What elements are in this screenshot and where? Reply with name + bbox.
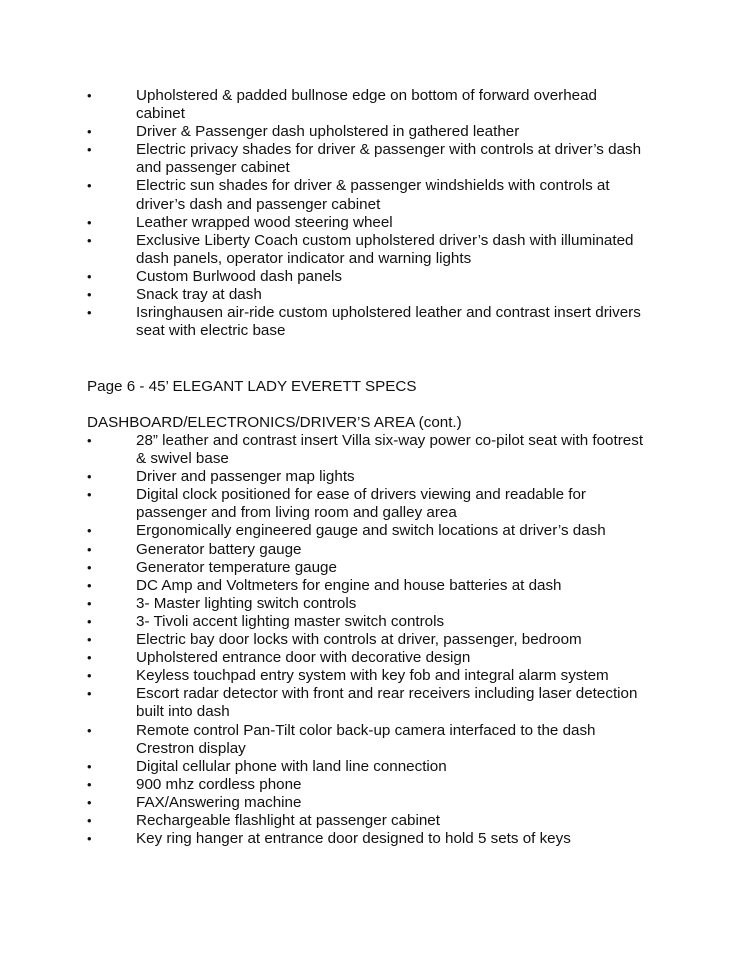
list-item <box>87 214 647 232</box>
list-item-text: Exclusive Liberty Coach custom upholstered driver’s dash with illuminated dash panels, operator indicator and warning lights <box>136 231 634 267</box>
bullet-icon: • <box>87 794 92 810</box>
list-item <box>87 649 647 667</box>
list-item-text: Leather wrapped wood steering wheel <box>136 213 393 231</box>
list-item-text: Upholstered & padded bullnose edge on bottom of forward overhead cabinet <box>136 87 598 123</box>
bullet-icon: • <box>87 812 92 828</box>
list-item <box>87 522 647 540</box>
list-item-text: Upholstered entrance door with decorative design <box>136 649 471 667</box>
list-item <box>87 685 647 721</box>
list-item-text: Generator battery gauge <box>136 540 302 558</box>
list-item <box>87 667 647 685</box>
list-item <box>87 432 647 468</box>
bullet-icon: • <box>87 758 92 774</box>
list-item-text: Digital cellular phone with land line connection <box>136 757 447 775</box>
list-item <box>87 613 647 631</box>
list-item-text: 3- Master lighting switch controls <box>136 594 357 612</box>
list-item-text: Electric sun shades for driver & passenger windshields with controls at driver’s dash and passenger cabinet <box>136 177 610 213</box>
bullet-icon: • <box>87 305 92 321</box>
bullet-icon: • <box>87 686 92 702</box>
list-item-text: Digital clock positioned for ease of drivers viewing and readable for passenger and from living room and galley area <box>136 486 586 522</box>
list-item-text: FAX/Answering machine <box>136 793 302 811</box>
feature-list-top <box>87 87 647 340</box>
list-item-text: 900 mhz cordless phone <box>136 775 302 793</box>
bullet-icon: • <box>87 577 92 593</box>
list-item-text: Snack tray at dash <box>136 286 262 304</box>
bullet-icon: • <box>87 232 92 248</box>
bullet-icon: • <box>87 722 92 738</box>
feature-list-dashboard <box>87 432 647 848</box>
bullet-icon: • <box>87 433 92 448</box>
list-item-text: Electric bay door locks with controls at driver, passenger, bedroom <box>136 631 582 649</box>
bullet-icon: • <box>87 287 92 303</box>
list-item-text: Electric privacy shades for driver & passenger with controls at driver’s dash and passenger cabinet <box>136 141 642 177</box>
list-item-text: DC Amp and Voltmeters for engine and house batteries at dash <box>136 576 562 594</box>
list-item <box>87 794 647 812</box>
bullet-icon: • <box>87 214 92 230</box>
bullet-icon: • <box>87 124 92 140</box>
list-item-text: Generator temperature gauge <box>136 558 337 576</box>
list-item <box>87 559 647 577</box>
list-item <box>87 830 647 848</box>
list-item-text: Driver and passenger map lights <box>136 468 355 486</box>
bullet-icon: • <box>87 559 92 575</box>
bullet-icon: • <box>87 668 92 684</box>
bullet-icon: • <box>87 632 92 648</box>
section-title: DASHBOARD/ELECTRONICS/DRIVER’S AREA (cont.) <box>87 414 462 431</box>
list-item <box>87 541 647 559</box>
bullet-list <box>87 432 647 848</box>
bullet-icon: • <box>87 776 92 792</box>
list-item <box>87 577 647 595</box>
list-item <box>87 141 647 177</box>
bullet-icon: • <box>87 469 92 485</box>
bullet-icon: • <box>87 268 92 284</box>
list-item <box>87 232 647 268</box>
list-item <box>87 468 647 486</box>
list-item-text: Isringhausen air-ride custom upholstered leather and contrast insert drivers seat with electric base <box>136 304 641 340</box>
list-item <box>87 631 647 649</box>
list-item <box>87 268 647 286</box>
list-item <box>87 595 647 613</box>
page-title: Page 6 - 45’ ELEGANT LADY EVERETT SPECS <box>87 378 417 395</box>
list-item-text: Escort radar detector with front and rear receivers including laser detection built into dash <box>136 685 638 721</box>
list-item <box>87 758 647 776</box>
bullet-icon: • <box>87 487 92 503</box>
list-item-text: Ergonomically engineered gauge and switch locations at driver’s dash <box>136 522 606 540</box>
list-item <box>87 486 647 522</box>
list-item-text: Custom Burlwood dash panels <box>136 267 342 285</box>
bullet-list <box>87 87 647 340</box>
list-item-text: Rechargeable flashlight at passenger cabinet <box>136 811 440 829</box>
list-item-text: 3- Tivoli accent lighting master switch controls <box>136 612 445 630</box>
list-item <box>87 304 647 340</box>
list-item <box>87 286 647 304</box>
bullet-icon: • <box>87 142 92 158</box>
bullet-icon: • <box>87 541 92 557</box>
bullet-icon: • <box>87 613 92 629</box>
list-item <box>87 123 647 141</box>
bullet-icon: • <box>87 831 92 847</box>
list-item-text: Keyless touchpad entry system with key fob and integral alarm system <box>136 667 609 685</box>
bullet-icon: • <box>87 595 92 611</box>
list-item-text: Key ring hanger at entrance door designed to hold 5 sets of keys <box>136 830 571 848</box>
list-item <box>87 722 647 758</box>
bullet-icon: • <box>87 523 92 539</box>
list-item-text: Driver & Passenger dash upholstered in gathered leather <box>136 123 520 141</box>
list-item <box>87 812 647 830</box>
list-item <box>87 776 647 794</box>
list-item <box>87 177 647 213</box>
list-item-text: Remote control Pan-Tilt color back-up camera interfaced to the dash Crestron display <box>136 721 596 757</box>
bullet-icon: • <box>87 650 92 666</box>
bullet-icon: • <box>87 178 92 194</box>
list-item-text: 28” leather and contrast insert Villa six-way power co-pilot seat with footrest & swivel base <box>136 432 644 468</box>
list-item <box>87 87 647 123</box>
bullet-icon: • <box>87 88 92 103</box>
